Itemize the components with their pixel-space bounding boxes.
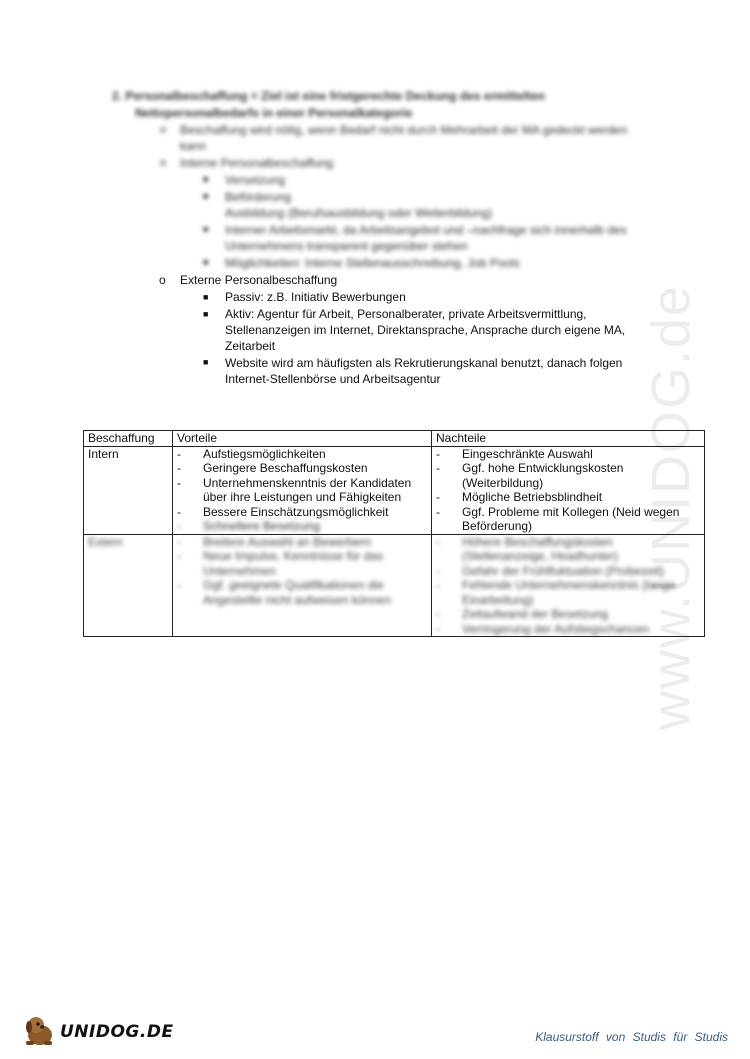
list-item: - Breitere Auswahl an Bewerbern (177, 535, 427, 550)
square-bullet-icon: ■ (203, 292, 209, 302)
square-bullet-icon: ■ (203, 257, 209, 267)
blurred-text: Versetzung (225, 173, 286, 187)
list-item: - Gefahr der Frühfluktuation (Probezeit) (436, 564, 700, 579)
circle-bullet-icon: o (159, 273, 166, 287)
list-item: - Fehlende Unternehmenskenntnis (lange Einarbeitung) (436, 578, 700, 607)
external-item-1: Passiv: z.B. Initiativ Bewerbungen (225, 290, 406, 304)
square-bullet-icon: ■ (203, 309, 209, 319)
blurred-text: Unternehmens transparent gegenüber stehen (225, 239, 468, 253)
extern-nachteile-cell (432, 534, 705, 637)
circle-bullet-icon: o (160, 124, 167, 136)
list-item: - Bessere Einschätzungsmöglichkeit (177, 505, 427, 520)
square-bullet-icon: ■ (203, 191, 209, 201)
list-item: - Ggf. Probleme mit Kollegen (Neid wegen Beförderung) (436, 505, 700, 534)
list-item: - Ggf. geeignete Qualifikationen die Angestellte nicht aufweisen können (177, 578, 427, 607)
watermark: www.UNIDOG.de (641, 283, 701, 730)
external-item-2-cont: Stellenanzeigen im Internet, Direktansprache, Ansprache durch eigene MA, (225, 323, 626, 337)
list-item: - Schnellere Besetzung (177, 519, 427, 534)
blurred-text: Beförderung (225, 190, 292, 204)
blurred-text: Ausbildung (Berufsausbildung oder Weiterbildung) (225, 206, 493, 220)
row-label-extern: Extern (84, 534, 173, 637)
list-item: - Höhere Beschaffungskosten (Stellenanzeige, Headhunter) (436, 535, 700, 564)
blurred-text: Beschaffung wird nötig, wenn Bedarf nicht durch Mehrarbeit der MA gedeckt werden (180, 123, 628, 137)
list-item: - Ggf. hohe Entwicklungskosten (Weiterbildung) (436, 461, 700, 490)
table-row (84, 534, 705, 637)
list-item: - Geringere Beschaffungskosten (177, 461, 427, 476)
section-heading-cont: Nettopersonalbedarfs in einer Personalkategorie (135, 106, 413, 120)
blurred-text: kann (180, 139, 207, 153)
comparison-table (83, 430, 705, 637)
list-item: - Aufstiegsmöglichkeiten (177, 447, 427, 462)
footer-claim: Klausurstoff von Studis für Studis (535, 1030, 728, 1044)
intern-nachteile-cell (432, 446, 705, 534)
unidog-logo[interactable] (22, 1015, 172, 1047)
blurred-text: Interne Personalbeschaffung (180, 156, 334, 170)
external-item-2-cont: Zeitarbeit (225, 339, 276, 353)
list-item: - Zeitaufwand der Besetzung (436, 607, 700, 622)
square-bullet-icon: ■ (203, 224, 209, 234)
external-title: Externe Personalbeschaffung (180, 273, 338, 287)
table-row (84, 446, 705, 534)
external-item-3: Website wird am häufigsten als Rekrutierungskanal benutzt, danach folgen (225, 356, 623, 370)
header-vorteile: Vorteile (173, 431, 432, 447)
dog-mascot-icon (22, 1015, 58, 1047)
square-bullet-icon: ■ (203, 357, 209, 367)
table-header-row (84, 431, 705, 447)
intern-vorteile-cell (173, 446, 432, 534)
header-beschaffung: Beschaffung (84, 431, 173, 447)
circle-bullet-icon: o (160, 157, 167, 169)
header-nachteile: Nachteile (432, 431, 705, 447)
list-item: - Eingeschränkte Auswahl (436, 447, 700, 462)
external-item-2: Aktiv: Agentur für Arbeit, Personalberater, private Arbeitsvermittlung, (225, 307, 587, 321)
external-item-3-cont: Internet-Stellenbörse und Arbeitsagentur (225, 372, 441, 386)
square-bullet-icon: ■ (203, 174, 209, 184)
list-item: - Verringerung der Aufstiegschancen (436, 622, 700, 637)
list-item: - Unternehmenskenntnis der Kandidaten über ihre Leistungen und Fähigkeiten (177, 476, 427, 505)
list-item: - Mögliche Betriebsblindheit (436, 490, 700, 505)
logo-text: UNIDOG.DE (60, 1022, 174, 1042)
blurred-text: Interner Arbeitsmarkt, da Arbeitsangebot und –nachfrage sich innerhalb des (225, 223, 627, 237)
blurred-text: Möglichkeiten: Interne Stellenausschreibung, Job Pools (225, 256, 520, 270)
row-label-intern: Intern (84, 446, 173, 534)
extern-vorteile-cell (173, 534, 432, 637)
section-heading: 2. Personalbeschaffung = Ziel ist eine fristgerechte Deckung des ermittelten (112, 89, 546, 103)
list-item: - Neue Impulse, Kenntnisse für das Unternehmen (177, 549, 427, 578)
